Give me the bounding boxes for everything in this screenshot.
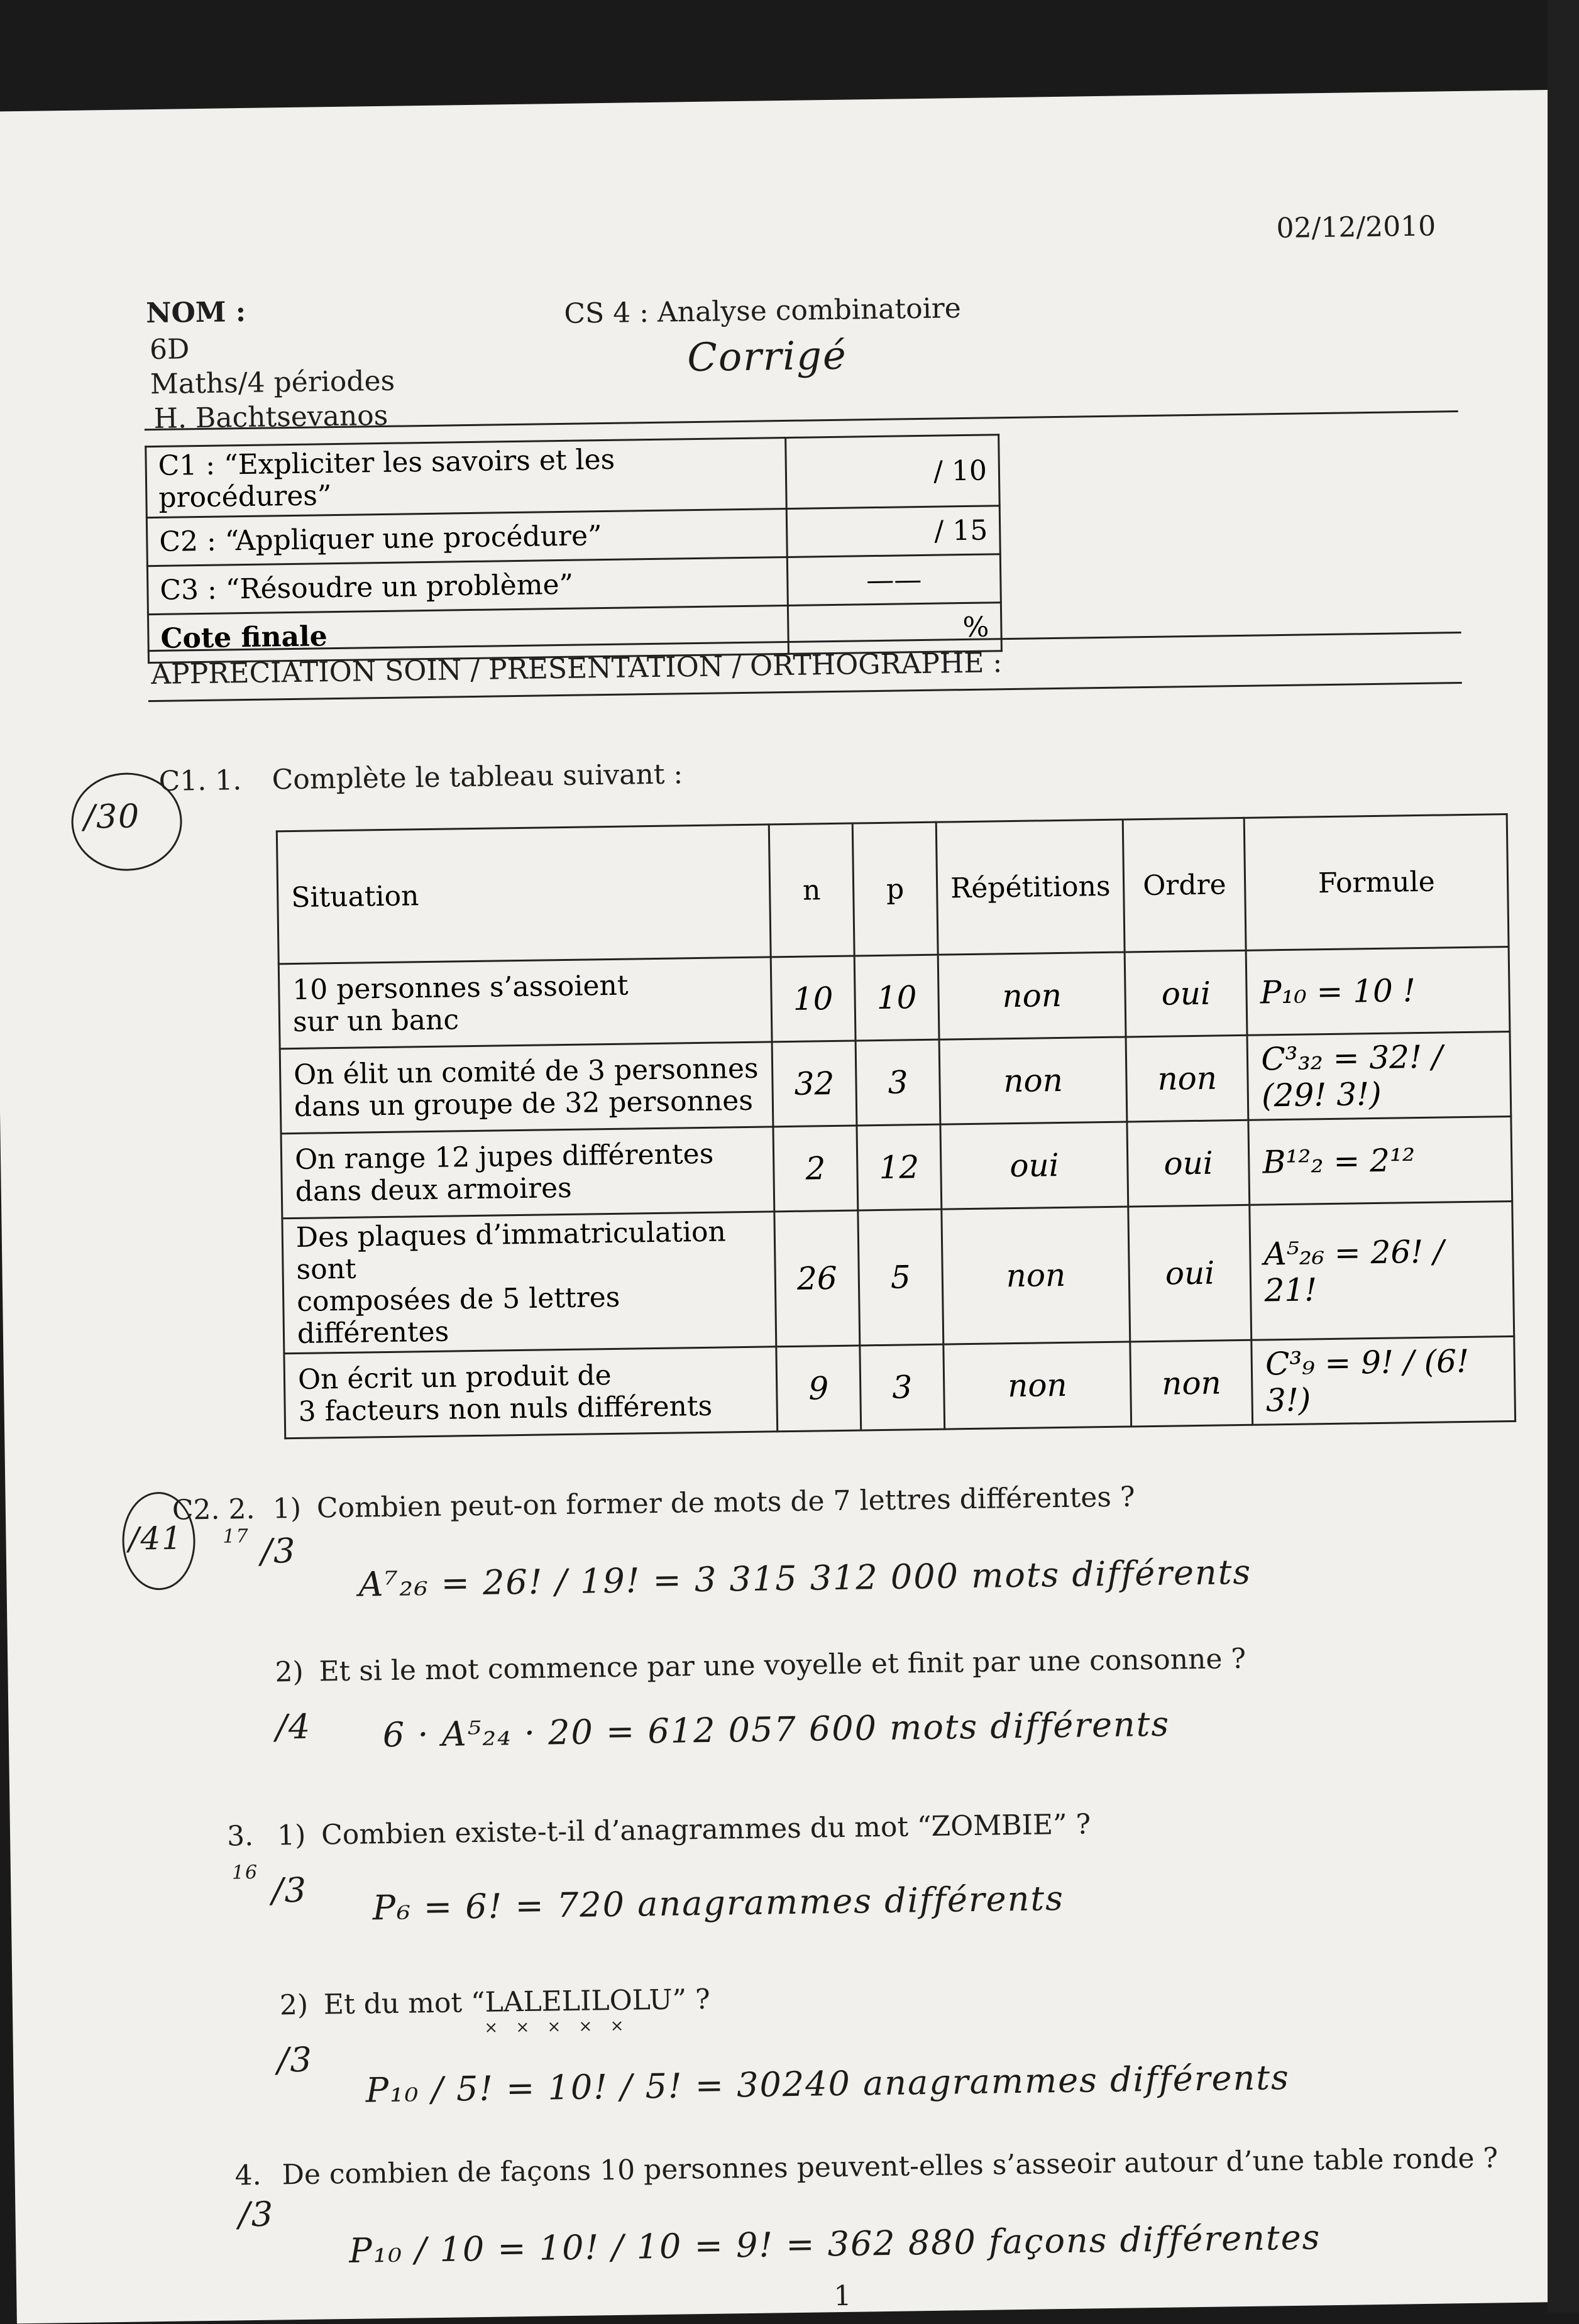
ordre-cell: non [1126,1035,1248,1122]
competence-label: Cote finale [148,605,788,662]
situation-line: dans deux armoires [295,1171,573,1208]
table-header-row [277,814,1509,964]
formule-cell: C³₉ = 9! / (6! 3!) [1252,1336,1516,1425]
exam-sheet [0,90,1579,2324]
repetitions-cell: non [942,1207,1130,1344]
situation-line: dans un groupe de 32 personnes [294,1084,754,1124]
exam-title: CS 4 : Analyse combinatoire [564,292,962,330]
q1-score: /30 [84,798,141,836]
q4-answer: P₁₀ / 10 = 10! / 10 = 9! = 362 880 façons différentes [348,2217,1321,2271]
q3-part2-num: 2) [279,1988,309,2022]
competence-label: C1 : “Expliciter les savoirs et les procédures” [146,437,786,517]
table-row [280,1031,1511,1133]
q2-score: /41 [128,1520,184,1557]
formule-cell: P₁₀ = 10 ! [1246,947,1510,1036]
repetitions-cell: non [938,952,1126,1039]
scan-edge [1548,0,1579,2313]
p-cell: 3 [856,1039,940,1126]
situation-line: On écrit un produit de [297,1359,612,1396]
ordre-cell: non [1130,1340,1253,1427]
q2-part2-num: 2) [275,1655,304,1689]
ordre-cell: oui [1128,1205,1252,1342]
q3-part1-mark: /3 [271,1870,308,1910]
competence-table [145,434,1003,664]
q1-text: Complète le tableau suivant : [272,758,683,796]
q3-part1-answer: P₆ = 6! = 720 anagrammes différents [372,1878,1065,1928]
situation-line: composées de 5 lettres différentes [296,1281,620,1350]
corrige-handwritten: Corrigé [686,332,848,381]
class-name: 6D [149,333,190,366]
table-row [282,1201,1514,1353]
q2-part2-text: Et si le mot commence par une voyelle et finit par une consonne ? [319,1642,1246,1688]
situation-line: On élit un comité de 3 personnes [293,1052,759,1092]
competence-score: / 15 [786,506,1000,557]
exam-date: 02/12/2010 [1276,210,1436,245]
q3-part2-marks-under: × × × × × [484,2016,630,2037]
table-row [278,947,1510,1049]
situation-cell [281,1127,774,1219]
competence-score: —— [787,554,1001,606]
repetitions-cell: non [939,1037,1127,1124]
ordre-cell: oui [1127,1120,1250,1207]
p-cell: 5 [858,1209,944,1346]
table-row [284,1336,1516,1438]
q2-part1-num: 1) [272,1492,302,1525]
q3-part1-num: 1) [277,1819,306,1852]
q4-text: De combien de façons 10 personnes peuvent-elles s’asseoir autour d’une table ronde ? [282,2142,1499,2191]
header-ordre: Ordre [1123,818,1246,952]
q2-label: C2. 2. [172,1493,255,1526]
q2-part1-mark: /3 [260,1531,297,1571]
q2-part2-answer: 6 · A⁵₂₄ · 20 = 612 057 600 mots différents [382,1704,1170,1755]
situation-line: 10 personnes s’assoient [292,969,629,1007]
header-formule: Formule [1244,814,1509,951]
q3-part1-mark-note: 16 [231,1861,259,1884]
p-cell: 3 [860,1344,945,1430]
table-row [281,1116,1512,1218]
situation-cell [280,1042,773,1134]
competence-label: C2 : “Appliquer une procédure” [146,508,787,566]
course-name: Maths/4 périodes [150,364,395,401]
header-p: p [852,822,938,956]
q3-part1-text: Combien existe-t-il d’anagrammes du mot “ZOMBIE” ? [321,1808,1091,1851]
situation-cell [284,1347,778,1439]
q3-part2-mark: /3 [277,2039,314,2080]
competence-score: % [788,603,1001,654]
nom-label: NOM : [145,295,246,330]
header-situation: Situation [277,825,771,964]
situation-cell [282,1212,776,1354]
situation-line: sur un banc [292,1004,459,1039]
repetitions-cell: non [944,1342,1131,1429]
q1-label: C1. 1. [158,764,242,798]
competence-row [146,435,999,518]
repetitions-cell: oui [940,1122,1128,1209]
situation-cell [278,957,772,1049]
competence-label: C3 : “Résoudre un problème” [147,557,788,614]
q2-part2-mark: /4 [275,1706,312,1747]
q3-label: 3. [226,1820,254,1853]
header-repetitions: Répétitions [936,819,1125,955]
competence-score: / 10 [786,435,1000,509]
q4-label: 4. [234,2159,262,2192]
situation-line: 3 facteurs non nuls différents [298,1389,713,1428]
formule-cell: B¹²₂ = 2¹² [1248,1116,1512,1205]
q2-part1-text: Combien peut-on former de mots de 7 lettres différentes ? [316,1481,1135,1525]
q2-part1-mark-note: 17 [223,1525,250,1548]
page-number: 1 [834,2279,852,2313]
n-cell: 10 [771,956,856,1042]
situation-line: On range 12 jupes différentes [294,1137,714,1176]
header-n: n [769,823,854,957]
n-cell: 9 [776,1346,861,1432]
n-cell: 32 [772,1041,857,1127]
q3-part2-text: Et du mot “LALELILOLU” ? [323,1983,711,2021]
q2-part1-answer: A⁷₂₆ = 26! / 19! = 3 315 312 000 mots différents [358,1552,1252,1604]
situation-line: Des plaques d’immatriculation sont [295,1215,727,1286]
combinatorics-table [276,813,1516,1439]
teacher-name: H. Bachtsevanos [153,399,388,436]
q4-mark: /3 [238,2194,275,2235]
appreciation-label: APPRECIATION SOIN / PRESENTATION / ORTHOGRAPHE : [150,647,1003,691]
p-cell: 12 [857,1124,942,1210]
q3-part2-answer: P₁₀ / 5! = 10! / 5! = 30240 anagrammes différents [365,2058,1290,2110]
n-cell: 2 [773,1126,858,1212]
formule-cell: A⁵₂₆ = 26! / 21! [1250,1201,1514,1340]
ordre-cell: oui [1125,950,1247,1037]
formule-cell: C³₃₂ = 32! / (29! 3!) [1247,1031,1511,1120]
n-cell: 26 [774,1210,860,1347]
p-cell: 10 [854,955,939,1041]
